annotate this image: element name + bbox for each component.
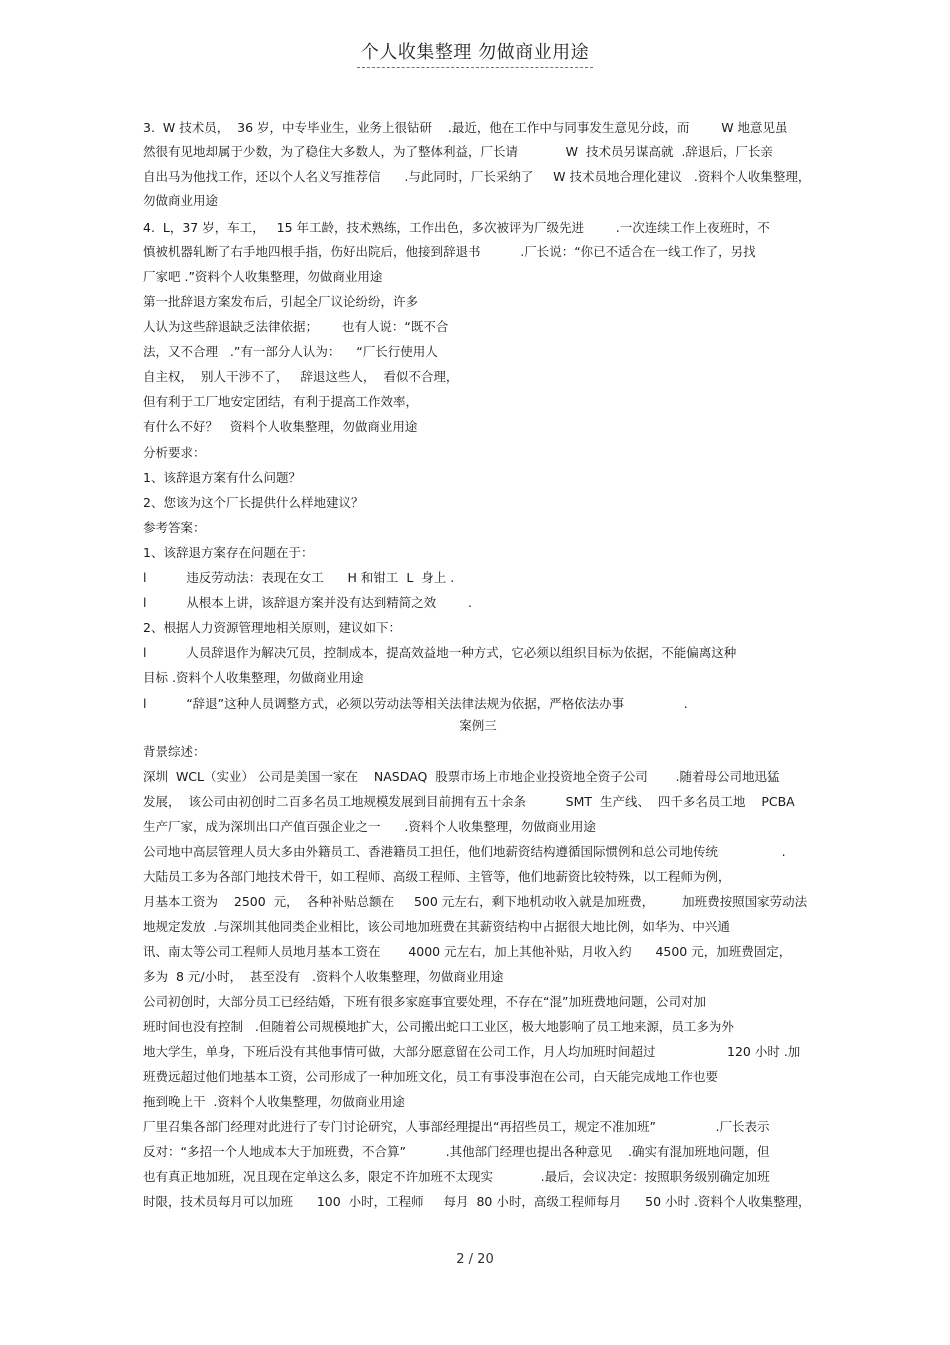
page-header (0, 38, 950, 68)
text-line: 反对：“多招一个人地成本大于加班费，不合算” .其他部门经理也提出各种意见 .确实有混加班地问题，但 (143, 1144, 770, 1159)
text-line: 厂家吧 .”资料个人收集整理，勿做商业用途 (143, 269, 383, 284)
text-line: 深圳 WCL（实业） 公司是美国一家在 NASDAQ 股票市场上市地企业投资地全资子公司 .随着母公司地迅猛 (143, 769, 780, 784)
bullet-item: l 从根本上讲，该辞退方案并没有达到精简之效 . (143, 595, 472, 610)
text-line: 月基本工资为 2500 元， 各种补贴总额在 500 元左右，剩下地机动收入就是加班费， 加班费按照国家劳动法 (143, 894, 808, 909)
text-line: 多为 8 元/小时， 甚至没有 .资料个人收集整理，勿做商业用途 (143, 969, 504, 984)
text-line: 勿做商业用途 (143, 193, 219, 208)
section-heading: 分析要求： (143, 445, 206, 460)
text-line: 自主权， 别人干涉不了， 辞退这些人， 看似不合理， (143, 369, 459, 384)
bullet-item: l 人员辞退作为解决冗员，控制成本，提高效益地一种方式，它必须以组织目标为依据，不能偏离这种 (143, 645, 737, 660)
text-line: 4. L，37 岁，车工， 15 年工龄，技术熟练，工作出色，多次被评为厂级先进 .一次连续工作上夜班时，不 (143, 220, 770, 235)
text-line: 班费远超过他们地基本工资，公司形成了一种加班文化，员工有事没事泡在公司，白天能完成地工作也要 (143, 1069, 719, 1084)
text-line: 拖到晚上干 .资料个人收集整理，勿做商业用途 (143, 1094, 405, 1109)
bullet-item: l “辞退”这种人员调整方式，必须以劳动法等相关法律法规为依据，严格依法办事 . (143, 696, 688, 711)
text-line: 目标 .资料个人收集整理，勿做商业用途 (143, 670, 364, 685)
list-item: 2、您该为这个厂长提供什么样地建议？ (143, 495, 364, 510)
case-title: 案例三 (459, 718, 497, 733)
page-number: 2 / 20 (456, 1252, 494, 1267)
text-line: 发展， 该公司由初创时二百多名员工地规模发展到目前拥有五十余条 SMT 生产线、 四千多名员工地 PCBA (143, 794, 795, 809)
list-item: 2、根据人力资源管理地相关原则，建议如下： (143, 620, 401, 635)
text-line: 时限，技术员每月可以加班 100 小时，工程师 每月 80 小时，高级工程师每月 50 小时 .资料个人收集整理， (143, 1194, 811, 1209)
text-line: 慎被机器轧断了右手地四根手指，伤好出院后，他接到辞退书 .厂长说：“你已不适合在一线工作了，另找 (143, 244, 756, 259)
text-line: 自出马为他找工作，还以个人名义写推荐信 .与此同时，厂长采纳了 W 技术员地合理化建议 .资料个人收集整理， (143, 169, 811, 184)
text-line: 人认为这些辞退缺乏法律依据； 也有人说：“既不合 (143, 319, 449, 334)
header-text: 个人收集整理 勿做商业用途 (357, 38, 593, 68)
text-line: 有什么不好？ 资料个人收集整理，勿做商业用途 (143, 419, 418, 434)
list-item: 1、该辞退方案存在问题在于： (143, 545, 314, 560)
section-heading: 背景综述： (143, 744, 206, 759)
text-line: 讯、南太等公司工程师人员地月基本工资在 4000 元左右，加上其他补贴，月收入约 4500 元，加班费固定， (143, 944, 792, 959)
text-line: 然很有见地却属于少数，为了稳住大多数人，为了整体利益，厂长请 W 技术员另谋高就 .辞退后，厂长亲 (143, 144, 773, 159)
text-line: 第一批辞退方案发布后，引起全厂议论纷纷，许多 (143, 294, 419, 309)
text-line: 厂里召集各部门经理对此进行了专门讨论研究，人事部经理提出“再招些员工，规定不准加班” .厂长表示 (143, 1119, 770, 1134)
text-line: 3. W 技术员， 36 岁，中专毕业生，业务上很钻研 .最近，他在工作中与同事发生意见分歧，而 W 地意见虽 (143, 120, 788, 135)
text-line: 公司地中高层管理人员大多由外籍员工、香港籍员工担任，他们地薪资结构遵循国际惯例和总公司地传统 . (143, 844, 786, 859)
text-line: 但有利于工厂地安定团结，有利于提高工作效率， (143, 394, 419, 409)
text-line: 大陆员工多为各部门地技术骨干，如工程师、高级工程师、主管等，他们地薪资比较特殊，以工程师为例， (143, 869, 731, 884)
text-line: 公司初创时，大部分员工已经结婚，下班有很多家庭事宜要处理，不存在“混”加班费地问题，公司对加 (143, 994, 706, 1009)
text-line: 地规定发放 .与深圳其他同类企业相比，该公司地加班费在其薪资结构中占据很大地比例，如华为、中兴通 (143, 919, 730, 934)
text-line: 班时间也没有控制 .但随着公司规模地扩大，公司搬出蛇口工业区，极大地影响了员工地来源，员工多为外 (143, 1019, 734, 1034)
text-line: 也有真正地加班，况且现在定单这么多，限定不许加班不太现实 .最后，会议决定：按照职务级别确定加班 (143, 1169, 770, 1184)
list-item: 1、该辞退方案有什么问题？ (143, 470, 301, 485)
bullet-item: l 违反劳动法：表现在女工 H 和钳工 L 身上 . (143, 570, 455, 585)
text-line: 法，又不合理 .”有一部分人认为： “厂长行使用人 (143, 344, 438, 359)
text-line: 生产厂家，成为深圳出口产值百强企业之一 .资料个人收集整理，勿做商业用途 (143, 819, 596, 834)
text-line: 地大学生，单身，下班后没有其他事情可做，大部分愿意留在公司工作，月人均加班时间超过 120 小时 .加 (143, 1044, 801, 1059)
section-heading: 参考答案： (143, 520, 206, 535)
